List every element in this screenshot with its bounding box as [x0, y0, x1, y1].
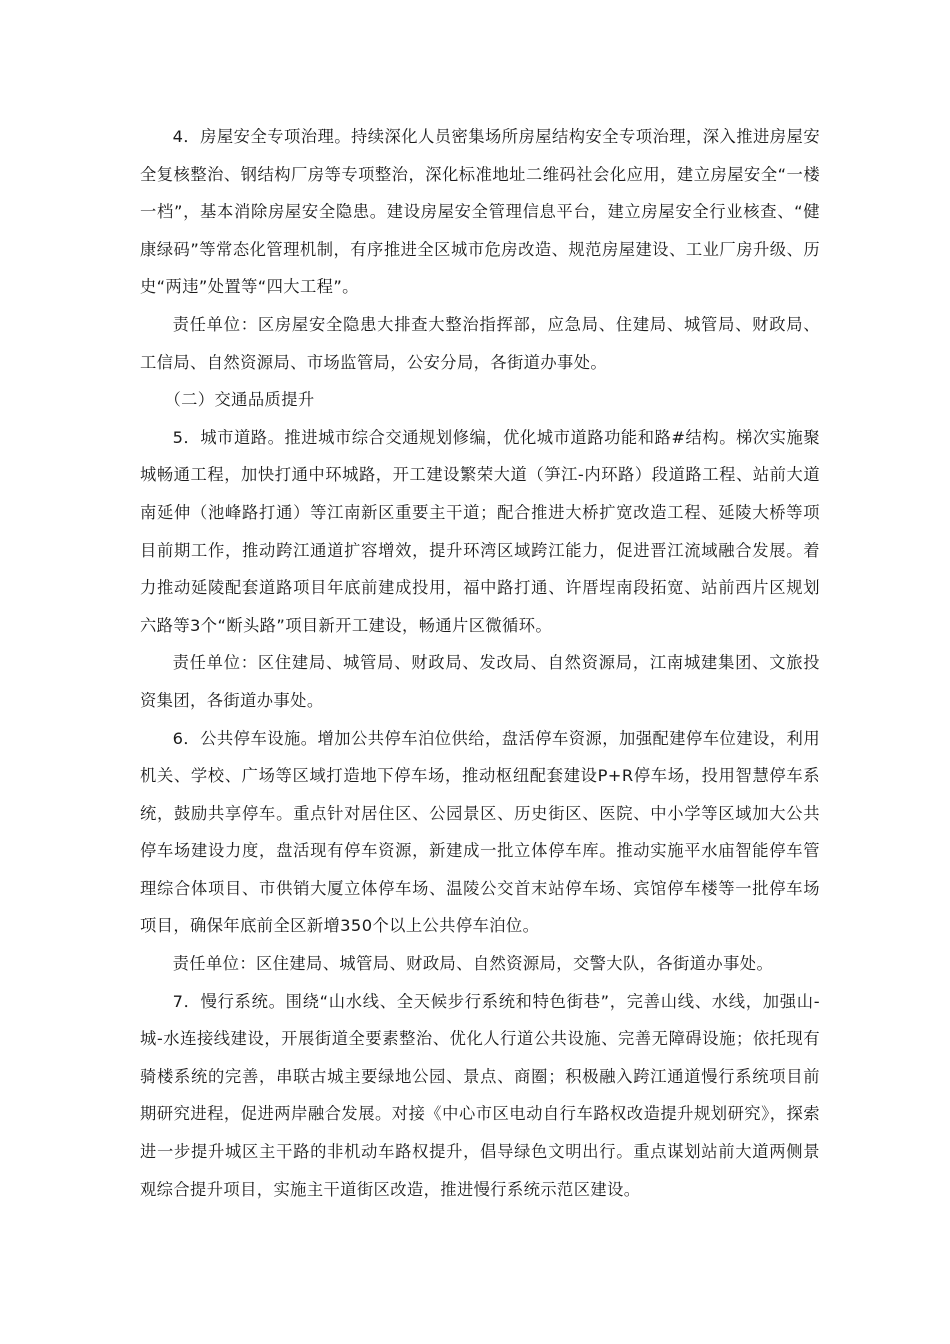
paragraph-slow-traffic: 7．慢行系统。围绕“山水线、全天候步行系统和特色街巷”，完善山线、水线，加强山-城-水连接线建设，开展街道全要素整治、优化人行道公共设施、完善无障碍设施；依托现有骑楼系统的完善，串联古城主要绿地公园、景点、商圈；积极融入跨江通道慢行系统项目前期研究进程，促进两岸融合发展。对接《中心市区电动自行车路权改造提升规划研究》，探索进一步提升城区主干路的非机动车路权提升，倡导绿色文明出行。重点谋划站前大道两侧景观综合提升项目，实施主干道街区改造，推进慢行系统示范区建设。 — [140, 991, 820, 1199]
section-heading-traffic: （二）交通品质提升 — [164, 390, 315, 410]
paragraph-responsible-units-roads: 责任单位：区住建局、城管局、财政局、发改局、自然资源局，江南城建集团、文旅投资集团，各街道办事处。 — [140, 653, 820, 710]
paragraph-responsible-units-housing: 责任单位：区房屋安全隐患大排查大整治指挥部，应急局、住建局、城管局、财政局、工信局、自然资源局、市场监管局，公安分局，各街道办事处。 — [140, 314, 820, 372]
paragraph-housing-safety: 4．房屋安全专项治理。持续深化人员密集场所房屋结构安全专项治理，深入推进房屋安全复核整治、钢结构厂房等专项整治，深化标准地址二维码社会化应用，建立房屋安全“一楼一档”，基本消除房屋安全隐患。建设房屋安全管理信息平台，建立房屋安全行业核查、“健康绿码”等常态化管理机制，有序推进全区城市危房改造、规范房屋建设、工业厂房升级、历史“两违”处置等“四大工程”。 — [140, 127, 820, 297]
paragraph-city-roads: 5．城市道路。推进城市综合交通规划修编，优化城市道路功能和路#结构。梯次实施聚城畅通工程，加快打通中环城路，开工建设繁荣大道（笋江-内环路）段道路工程、站前大道南延伸（池峰路打通）等江南新区重要主干道；配合推进大桥扩宽改造工程、延陵大桥等项目前期工作，推动跨江通道扩容增效，提升环湾区域跨江能力，促进晋江流域融合发展。着力推动延陵配套道路项目年底前建成投用，福中路打通、许厝埕南段拓宽、站前西片区规划六路等3个“断头路”项目新开工建设，畅通片区微循环。 — [140, 427, 820, 635]
paragraph-public-parking: 6．公共停车设施。增加公共停车泊位供给，盘活停车资源，加强配建停车位建设，利用机关、学校、广场等区域打造地下停车场，推动枢纽配套建设P+R停车场，投用智慧停车系统，鼓励共享停车。重点针对居住区、公园景区、历史街区、医院、中小学等区域加大公共停车场建设力度，盘活现有停车资源，新建成一批立体停车库。推动实施平水庙智能停车管理综合体项目、市供销大厦立体停车场、温陵公交首末站停车场、宾馆停车楼等一批停车场项目，确保年底前全区新增350个以上公共停车泊位。 — [140, 728, 820, 936]
document-page — [140, 118, 820, 1208]
paragraph-responsible-units-parking: 责任单位：区住建局、城管局、财政局、自然资源局，交警大队，各街道办事处。 — [172, 954, 774, 974]
